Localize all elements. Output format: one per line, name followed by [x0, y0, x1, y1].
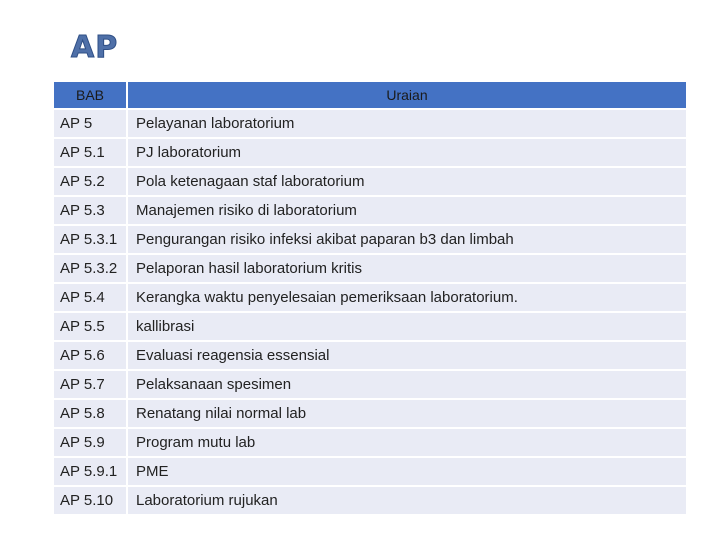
cell-bab: AP 5.10	[54, 487, 126, 514]
cell-bab: AP 5.5	[54, 313, 126, 340]
table-row	[54, 110, 686, 137]
table-row	[54, 284, 686, 311]
table-row	[54, 429, 686, 456]
header-bab: BAB	[54, 82, 126, 108]
table-row	[54, 313, 686, 340]
ap-table	[54, 80, 686, 516]
cell-uraian: Pengurangan risiko infeksi akibat paparan b3 dan limbah	[128, 226, 686, 253]
table-row	[54, 139, 686, 166]
table-row	[54, 371, 686, 398]
table-row	[54, 255, 686, 282]
cell-uraian: Pelaksanaan spesimen	[128, 371, 686, 398]
table-row	[54, 226, 686, 253]
table-header-row	[54, 82, 686, 108]
cell-uraian: Program mutu lab	[128, 429, 686, 456]
cell-uraian: Pelaporan hasil laboratorium kritis	[128, 255, 686, 282]
cell-uraian: Kerangka waktu penyelesaian pemeriksaan laboratorium.	[128, 284, 686, 311]
cell-uraian: kallibrasi	[128, 313, 686, 340]
cell-uraian: Renatang nilai normal lab	[128, 400, 686, 427]
cell-bab: AP 5.9.1	[54, 458, 126, 485]
header-uraian: Uraian	[128, 82, 686, 108]
table-row	[54, 458, 686, 485]
cell-bab: AP 5.1	[54, 139, 126, 166]
cell-uraian: Pelayanan laboratorium	[128, 110, 686, 137]
cell-bab: AP 5.6	[54, 342, 126, 369]
table-row	[54, 342, 686, 369]
cell-uraian: Manajemen risiko di laboratorium	[128, 197, 686, 224]
cell-bab: AP 5.3	[54, 197, 126, 224]
table-row	[54, 168, 686, 195]
cell-bab: AP 5.3.1	[54, 226, 126, 253]
cell-bab: AP 5.4	[54, 284, 126, 311]
page-title: AP	[71, 30, 119, 65]
cell-uraian: PME	[128, 458, 686, 485]
table-row	[54, 400, 686, 427]
cell-bab: AP 5.9	[54, 429, 126, 456]
cell-uraian: Evaluasi reagensia essensial	[128, 342, 686, 369]
cell-uraian: Laboratorium rujukan	[128, 487, 686, 514]
cell-bab: AP 5.3.2	[54, 255, 126, 282]
table-row	[54, 197, 686, 224]
table-row	[54, 487, 686, 514]
table-body	[54, 110, 686, 514]
cell-uraian: Pola ketenagaan staf laboratorium	[128, 168, 686, 195]
cell-bab: AP 5	[54, 110, 126, 137]
cell-bab: AP 5.2	[54, 168, 126, 195]
cell-bab: AP 5.7	[54, 371, 126, 398]
cell-uraian: PJ laboratorium	[128, 139, 686, 166]
cell-bab: AP 5.8	[54, 400, 126, 427]
